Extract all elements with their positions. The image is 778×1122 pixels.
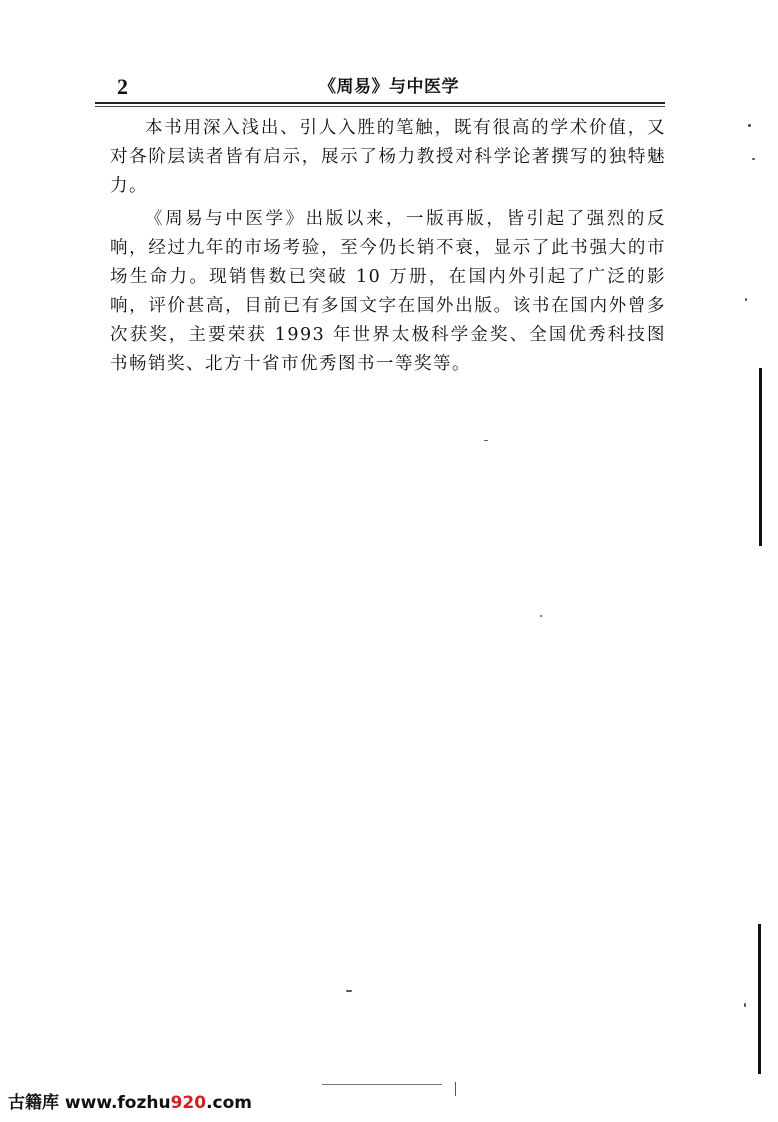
bottom-scan-tick [455,1082,456,1096]
scan-speck [744,1003,746,1007]
header-rule-thin [95,106,665,107]
watermark-url: www.fozhu920.com [64,1093,253,1113]
body-text [110,114,666,383]
paragraph-2: 《周易与中医学》出版以来，一版再版，皆引起了强烈的反响，经过九年的市场考验，至今仍长销不衰，显示了此书强大的市场生命力。现销售数已突破 10 万册，在国内外引起了广泛的影响，评价甚高，目前已有多国文字在国外出版。该书在国内外曾多次获奖，主要荣获 1993 年世界太极科学金奖、全国优秀科技图书畅销奖、北方十省市优秀图书一等奖等。 [110,209,666,374]
bottom-scan-line [322,1084,442,1085]
running-header-title: 《周易》与中医学 [319,77,459,97]
scan-edge-mark-upper [759,368,762,546]
watermark-site-name: 古籍库 [8,1093,59,1113]
scan-speck [745,298,747,301]
scan-speck [540,615,542,617]
scan-speck [484,440,488,441]
scan-edge-mark-lower [758,924,761,1074]
page-number: 2 [117,74,128,99]
scan-speck [752,158,755,160]
paragraph-1: 本书用深入浅出、引人入胜的笔触，既有很高的学术价值，又对各阶层读者皆有启示，展示了杨力教授对科学论著撰写的独特魅力。 [110,118,666,196]
scan-speck [346,990,352,992]
header-rule [95,102,665,104]
site-watermark [8,1092,252,1114]
scan-speck [748,124,751,127]
